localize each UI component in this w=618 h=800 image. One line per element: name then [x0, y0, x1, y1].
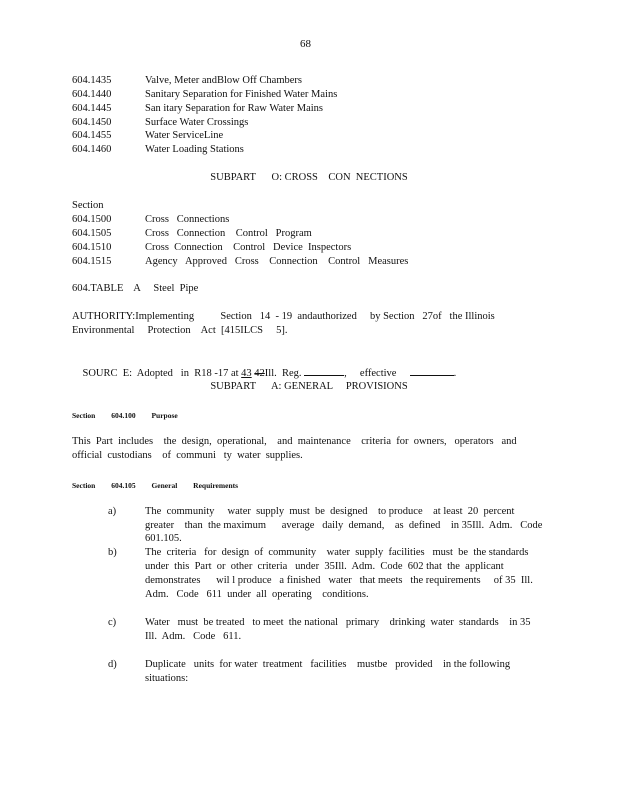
item-label: b): [108, 547, 117, 558]
source-register: Ill. Reg.: [264, 368, 302, 379]
toc-code: 604.1460: [72, 144, 112, 155]
register-page-blank: [304, 365, 344, 376]
toc-code: 604.1515: [72, 256, 112, 267]
section-number: 604.100: [111, 411, 136, 420]
toc-code: 604.1505: [72, 228, 112, 239]
authority-line-1: AUTHORITY:Implementing Section 14 - 19 andauthorized by Section 27of the Illinois: [72, 311, 495, 322]
item-b-line: The criteria for design of community water supply facilities must be the standards: [145, 547, 529, 558]
section-word: Section: [72, 411, 96, 420]
toc-title: Water ServiceLine: [145, 130, 224, 141]
source-volume-old: 42: [254, 368, 265, 379]
page-number: 68: [300, 38, 311, 50]
item-label: a): [108, 506, 117, 517]
purpose-line-2: official custodians of communi ty water supplies.: [72, 450, 303, 461]
toc-title: Cross Connections: [145, 214, 230, 225]
table-line: 604.TABLE A Steel Pipe: [72, 283, 199, 294]
toc-code: 604.1510: [72, 242, 112, 253]
section-label: Section: [72, 200, 104, 211]
toc-title: Valve, Meter andBlow Off Chambers: [145, 75, 302, 86]
source-effective-label: effective: [359, 368, 397, 379]
subpart-a-heading: SUBPART A: GENERAL PROVISIONS: [210, 381, 408, 392]
item-d-line: Duplicate units for water treatment facilities mustbe provided in the following: [145, 659, 511, 670]
section-word: Section: [72, 481, 96, 490]
toc-code: 604.1445: [72, 103, 112, 114]
source-period: .: [453, 368, 457, 379]
toc-code: 604.1500: [72, 214, 112, 225]
item-d-line: situations:: [145, 673, 189, 684]
toc-title: Sanitary Separation for Finished Water Mains: [145, 89, 338, 100]
source-prefix: SOURC E: Adopted in R18 -17 at: [82, 368, 242, 379]
item-b-line: demonstrates wil l produce a finished water that meets the requirements of 35 Ill.: [145, 575, 533, 586]
toc-code: 604.1435: [72, 75, 112, 86]
item-c-line: Water must be treated to meet the national primary drinking water standards in 35: [145, 617, 531, 628]
section-number: 604.105: [111, 481, 136, 490]
toc-title: Cross Connection Control Device Inspectors: [145, 242, 352, 253]
toc-code: 604.1455: [72, 130, 112, 141]
item-a-line: The community water supply must be designed to produce at least 20 percent: [145, 506, 515, 517]
toc-title: Water Loading Stations: [145, 144, 244, 155]
section-100-heading: [72, 409, 178, 422]
item-b-line: Adm. Code 611 under all operating conditions.: [145, 589, 369, 600]
toc-code: 604.1450: [72, 117, 112, 128]
effective-date-blank: [410, 365, 454, 376]
item-b-line: under this Part or other criteria under 35Ill. Adm. Code 602 that the applicant: [145, 561, 504, 572]
toc-title: Cross Connection Control Program: [145, 228, 312, 239]
section-name: General: [151, 481, 178, 490]
toc-title: San itary Separation for Raw Water Mains: [145, 103, 323, 114]
purpose-line-1: This Part includes the design, operational, and maintenance criteria for owners, operators and: [72, 436, 517, 447]
toc-title: Surface Water Crossings: [145, 117, 249, 128]
source-line: SOURC E: Adopted in R18 -17 at 43 42Ill. Reg. , effective .: [72, 352, 456, 393]
toc-code: 604.1440: [72, 89, 112, 100]
subpart-o-heading: SUBPART O: CROSS CON NECTIONS: [210, 172, 408, 183]
toc-title: Agency Approved Cross Connection Control Measures: [145, 256, 409, 267]
section-name-2: Requirements: [193, 481, 239, 490]
item-c-line: Ill. Adm. Code 611.: [145, 631, 242, 642]
authority-line-2: Environmental Protection Act [415ILCS 5].: [72, 325, 288, 336]
section-105-heading: [72, 479, 238, 492]
item-a-line: greater than the maximum average daily demand, as defined in 35Ill. Adm. Code: [145, 520, 543, 531]
item-a-line: 601.105.: [145, 533, 182, 544]
section-name: Purpose: [151, 411, 178, 420]
item-label: d): [108, 659, 117, 670]
item-label: c): [108, 617, 117, 628]
source-volume-new: 43: [241, 368, 252, 379]
